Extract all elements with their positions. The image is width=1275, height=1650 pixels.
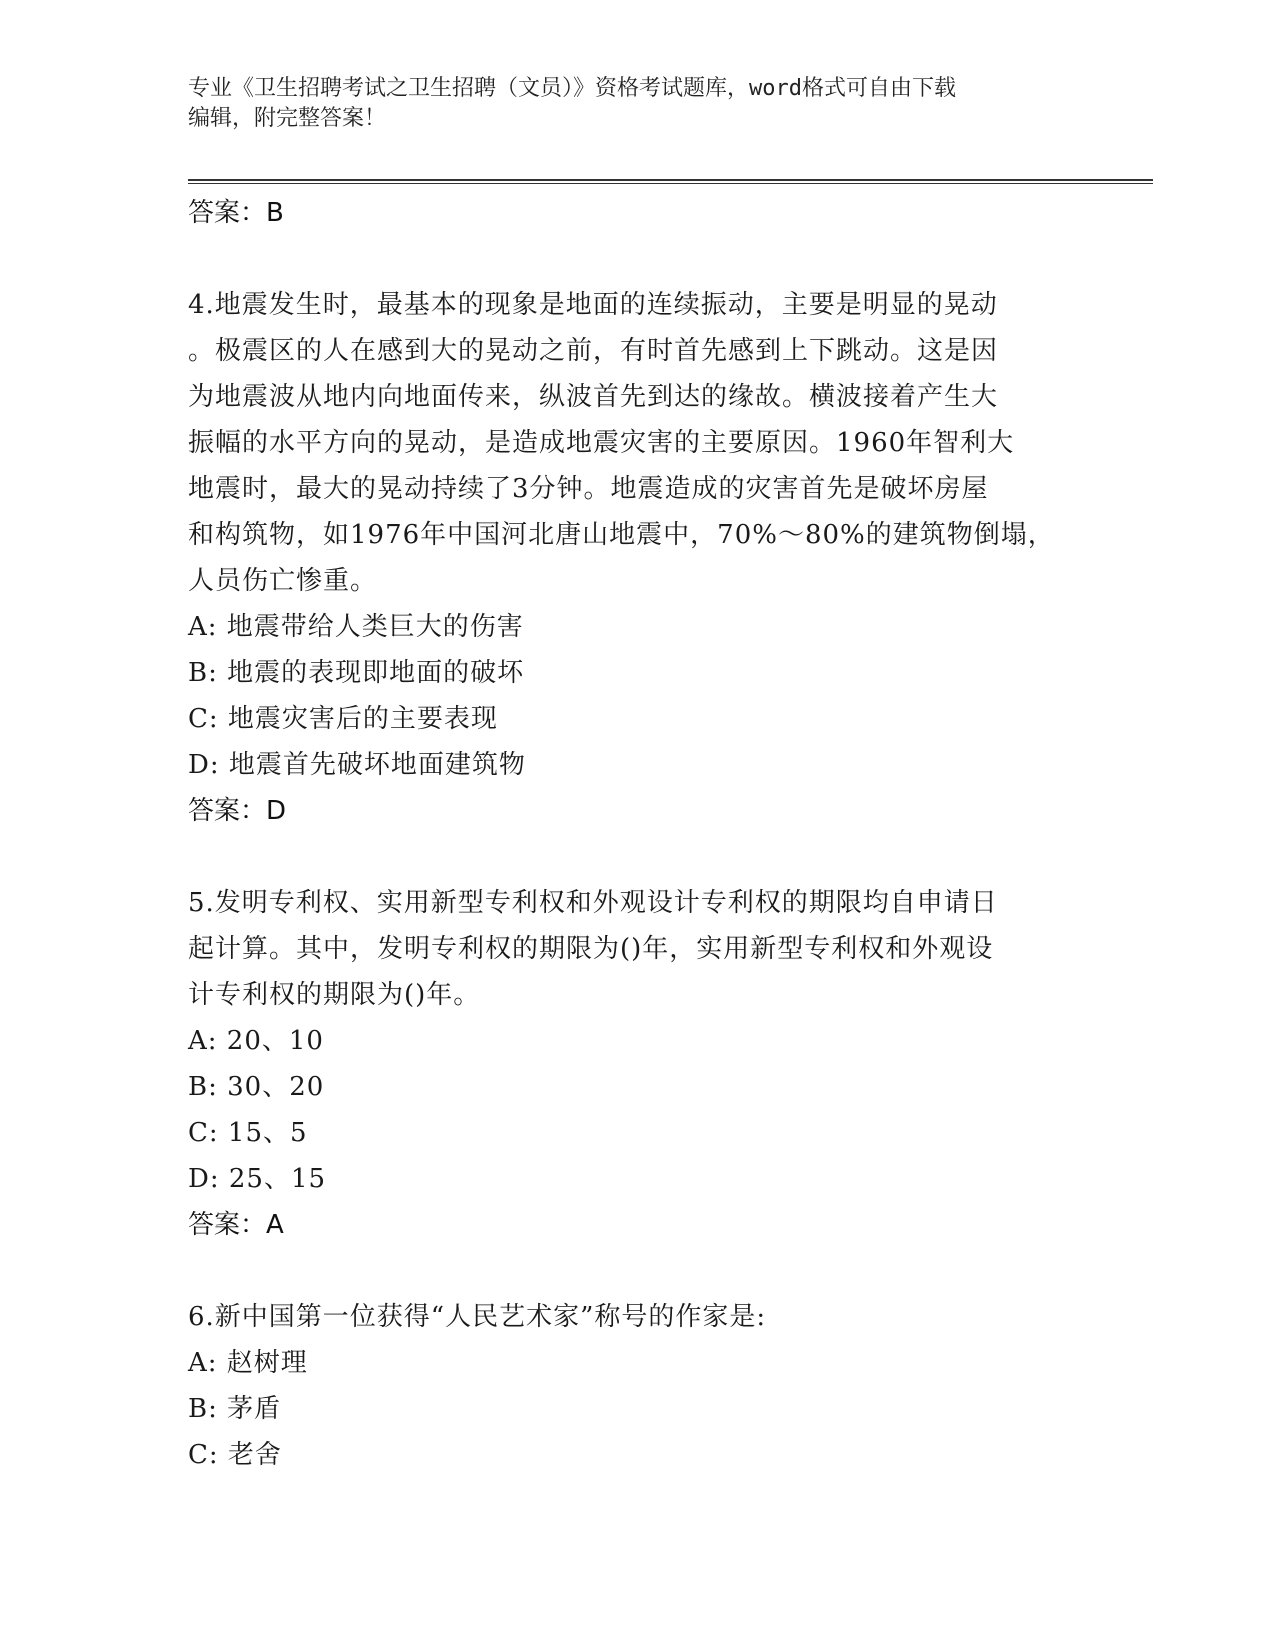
- option-a: A: 赵树理: [188, 1348, 308, 1378]
- option-b: B: 地震的表现即地面的破坏: [188, 658, 525, 688]
- question-stem-line: 。极震区的人在感到大的晃动之前，有时首先感到上下跳动。这是因: [188, 336, 999, 366]
- question-stem-line: 地震时，最大的晃动持续了3分钟。地震造成的灾害首先是破坏房屋: [188, 474, 989, 504]
- question-stem-line: 5.发明专利权、实用新型专利权和外观设计专利权的期限均自申请日: [188, 888, 998, 918]
- question-content: [188, 190, 1068, 1478]
- header-rule-thin: [188, 183, 1153, 184]
- question-stem-line: 计专利权的期限为()年。: [188, 980, 481, 1010]
- option-c: C: 15、5: [188, 1118, 308, 1148]
- question-stem-line: 和构筑物，如1976年中国河北唐山地震中，70%～80%的建筑物倒塌，: [188, 520, 1055, 550]
- page-header: [188, 74, 1088, 134]
- option-d: D: 25、15: [188, 1164, 327, 1194]
- option-b: B: 茅盾: [188, 1394, 282, 1424]
- header-line-2: 编辑，附完整答案！: [188, 106, 387, 131]
- question-stem-line: 为地震波从地内向地面传来，纵波首先到达的缘故。横波接着产生大: [188, 382, 999, 412]
- option-a: A: 地震带给人类巨大的伤害: [188, 612, 524, 642]
- spacer: [188, 834, 1068, 880]
- option-c: C: 老舍: [188, 1440, 282, 1470]
- answer-line: 答案：D: [188, 796, 287, 826]
- answer-line: 答案：A: [188, 1210, 284, 1240]
- option-d: D: 地震首先破坏地面建筑物: [188, 750, 526, 780]
- spacer: [188, 1248, 1068, 1294]
- question-stem-line: 4.地震发生时，最基本的现象是地面的连续振动，主要是明显的晃动: [188, 290, 998, 320]
- question-stem-line: 人员伤亡惨重。: [188, 566, 378, 596]
- question-stem-line: 起计算。其中，发明专利权的期限为()年，实用新型专利权和外观设: [188, 934, 994, 964]
- question-4: [188, 282, 1068, 834]
- question-stem-line: 6.新中国第一位获得“人民艺术家”称号的作家是:: [188, 1302, 767, 1332]
- option-c: C: 地震灾害后的主要表现: [188, 704, 498, 734]
- spacer: [188, 236, 1068, 282]
- question-stem-line: 振幅的水平方向的晃动，是造成地震灾害的主要原因。1960年智利大: [188, 428, 1015, 458]
- question-6: [188, 1294, 1068, 1478]
- question-5: [188, 880, 1068, 1248]
- option-b: B: 30、20: [188, 1072, 325, 1102]
- option-a: A: 20、10: [188, 1026, 324, 1056]
- header-rule-thick: [188, 179, 1153, 181]
- previous-answer: 答案：B: [188, 198, 284, 228]
- header-line-1: 专业《卫生招聘考试之卫生招聘（文员）》资格考试题库，word格式可自由下载: [188, 76, 956, 101]
